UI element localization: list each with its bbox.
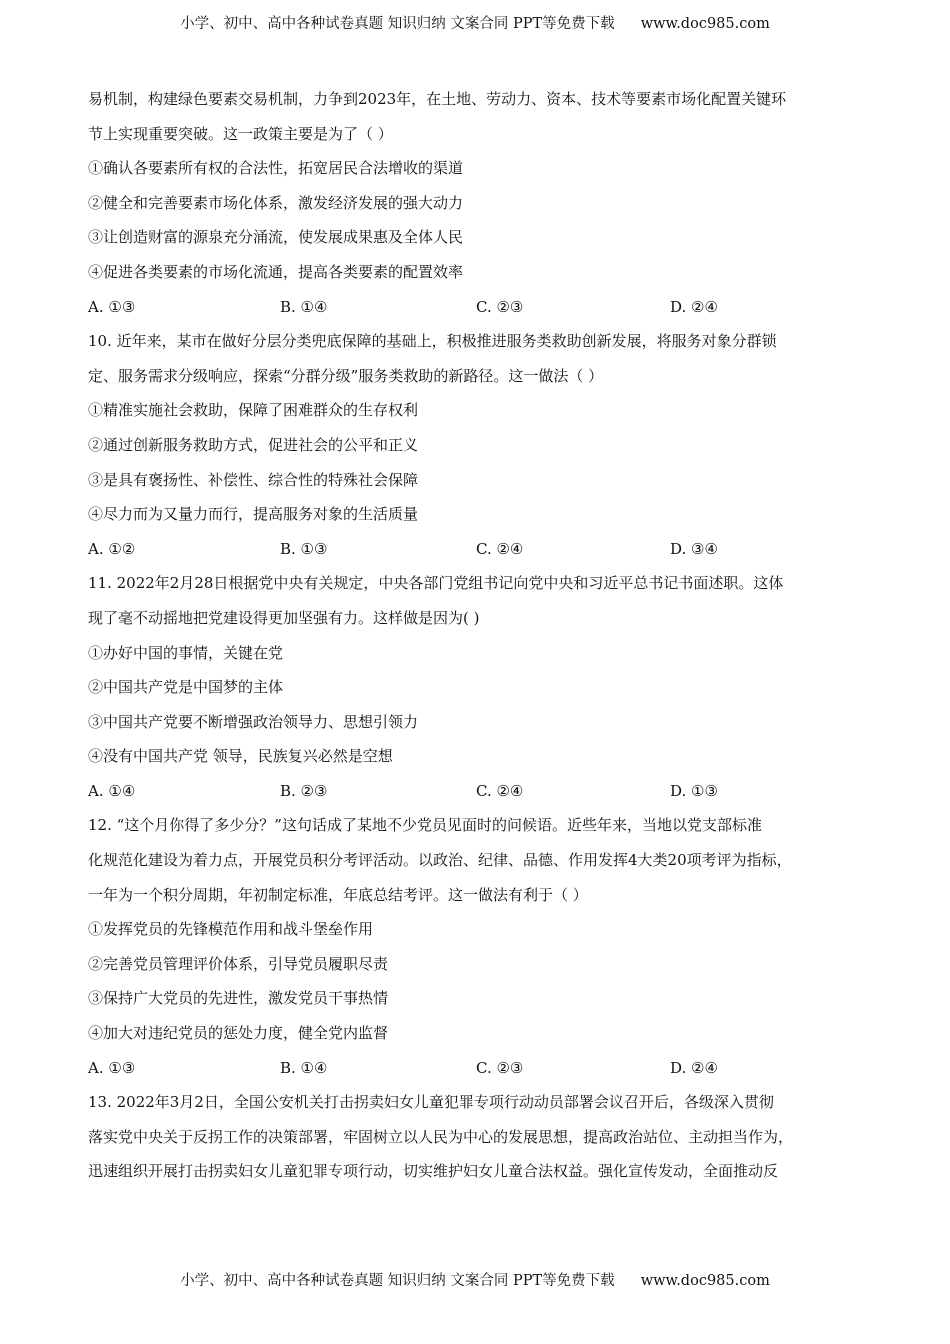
statement-item: ①发挥党员的先锋模范作用和战斗堡垒作用 [88, 920, 374, 939]
statement-item: ④加大对违纪党员的惩处力度，健全党内监督 [88, 1024, 389, 1043]
footer-text: 小学、初中、高中各种试卷真题 知识归纳 文案合同 PPT等免费下载 [180, 1273, 615, 1289]
question-10 [88, 324, 878, 566]
answer-options [88, 532, 878, 567]
option-a: A. ①③ [88, 297, 136, 316]
statement-item: ②健全和完善要素市场化体系，激发经济发展的强大动力 [88, 193, 464, 212]
question-11 [88, 566, 878, 808]
statement-item: ①办好中国的事情，关键在党 [88, 643, 284, 662]
statement-item: ④尽力而为又量力而行，提高服务对象的生活质量 [88, 505, 419, 524]
statement-item: ④促进各类要素的市场化流通，提高各类要素的配置效率 [88, 262, 464, 281]
header-site-link[interactable]: www.doc985.com [640, 16, 770, 32]
option-a: A. ①③ [88, 1058, 136, 1077]
statement-item: ③是具有褒扬性、补偿性、综合性的特殊社会保障 [88, 470, 419, 489]
statement-item: ②通过创新服务救助方式，促进社会的公平和正义 [88, 435, 419, 454]
answer-options [88, 290, 878, 325]
question-text-line: 落实党中央关于反拐工作的决策部署，牢固树立以人民为中心的发展思想，提高政治站位、主动担当作为， [88, 1127, 794, 1146]
statement-item: ④没有中国共产党 领导，民族复兴必然是空想 [88, 747, 393, 766]
option-c: C. ②③ [476, 1058, 524, 1077]
question-text-line: 11. 2022年2月28日根据党中央有关规定，中央各部门党组书记向党中央和习近平总书记书面述职。这体 [88, 574, 784, 593]
option-a: A. ①④ [88, 781, 136, 800]
page-footer [0, 1269, 950, 1290]
question-text-line: 节上实现重要突破。这一政策主要是为了（ ） [88, 124, 393, 143]
header-text: 小学、初中、高中各种试卷真题 知识归纳 文案合同 PPT等免费下载 [180, 16, 615, 32]
answer-options [88, 1051, 878, 1086]
option-b: B. ①③ [280, 539, 328, 558]
question-13 [88, 1085, 878, 1189]
answer-options [88, 774, 878, 809]
question-text-line: 一年为一个积分周期，年初制定标准，年底总结考评。这一做法有利于（ ） [88, 885, 588, 904]
question-12 [88, 808, 878, 1085]
statement-item: ①确认各要素所有权的合法性，拓宽居民合法增收的渠道 [88, 159, 464, 178]
option-d: D. ②④ [670, 297, 718, 316]
option-d: D. ③④ [670, 539, 718, 558]
question-text-line: 迅速组织开展打击拐卖妇女儿童犯罪专项行动，切实维护妇女儿童合法权益。强化宣传发动，全面推动反 [88, 1162, 779, 1181]
option-a: A. ①② [88, 539, 136, 558]
question-text-line: 13. 2022年3月2日，全国公安机关打击拐卖妇女儿童犯罪专项行动动员部署会议召开后，各级深入贯彻 [88, 1093, 774, 1112]
question-text-line: 现了毫不动摇地把党建设得更加坚强有力。这样做是因为( ) [88, 608, 480, 627]
option-b: B. ①④ [280, 297, 328, 316]
footer-site-link[interactable]: www.doc985.com [640, 1273, 770, 1289]
option-d: D. ①③ [670, 781, 718, 800]
option-b: B. ①④ [280, 1058, 328, 1077]
question-text-line: 易机制，构建绿色要素交易机制，力争到2023年，在土地、劳动力、资本、技术等要素市场化配置关键环 [88, 90, 787, 108]
statement-item: ③保持广大党员的先进性，激发党员干事热情 [88, 989, 389, 1008]
option-b: B. ②③ [280, 781, 328, 800]
page-header [0, 12, 950, 33]
statement-item: ③让创造财富的源泉充分涌流，使发展成果惠及全体人民 [88, 228, 464, 247]
question-text-line: 12. “这个月你得了多少分？”这句话成了某地不少党员见面时的问候语。近些年来，当地以党支部标准 [88, 816, 762, 835]
statement-item: ②完善党员管理评价体系，引导党员履职尽责 [88, 954, 389, 973]
question-text-line: 化规范化建设为着力点，开展党员积分考评活动。以政治、纪律、品德、作用发挥4大类20项考评为指标， [88, 851, 792, 870]
statement-item: ②中国共产党是中国梦的主体 [88, 678, 284, 697]
document-body [88, 82, 878, 1189]
statement-item: ③中国共产党要不断增强政治领导力、思想引领力 [88, 712, 419, 731]
question-9 [88, 82, 878, 324]
option-c: C. ②④ [476, 539, 524, 558]
option-d: D. ②④ [670, 1058, 718, 1077]
question-text-line: 10. 近年来，某市在做好分层分类兜底保障的基础上，积极推进服务类救助创新发展，将服务对象分群锁 [88, 332, 777, 351]
option-c: C. ②③ [476, 297, 524, 316]
question-text-line: 定、服务需求分级响应，探索“分群分级”服务类救助的新路径。这一做法（ ） [88, 366, 604, 385]
statement-item: ①精准实施社会救助，保障了困难群众的生存权利 [88, 401, 419, 420]
option-c: C. ②④ [476, 781, 524, 800]
